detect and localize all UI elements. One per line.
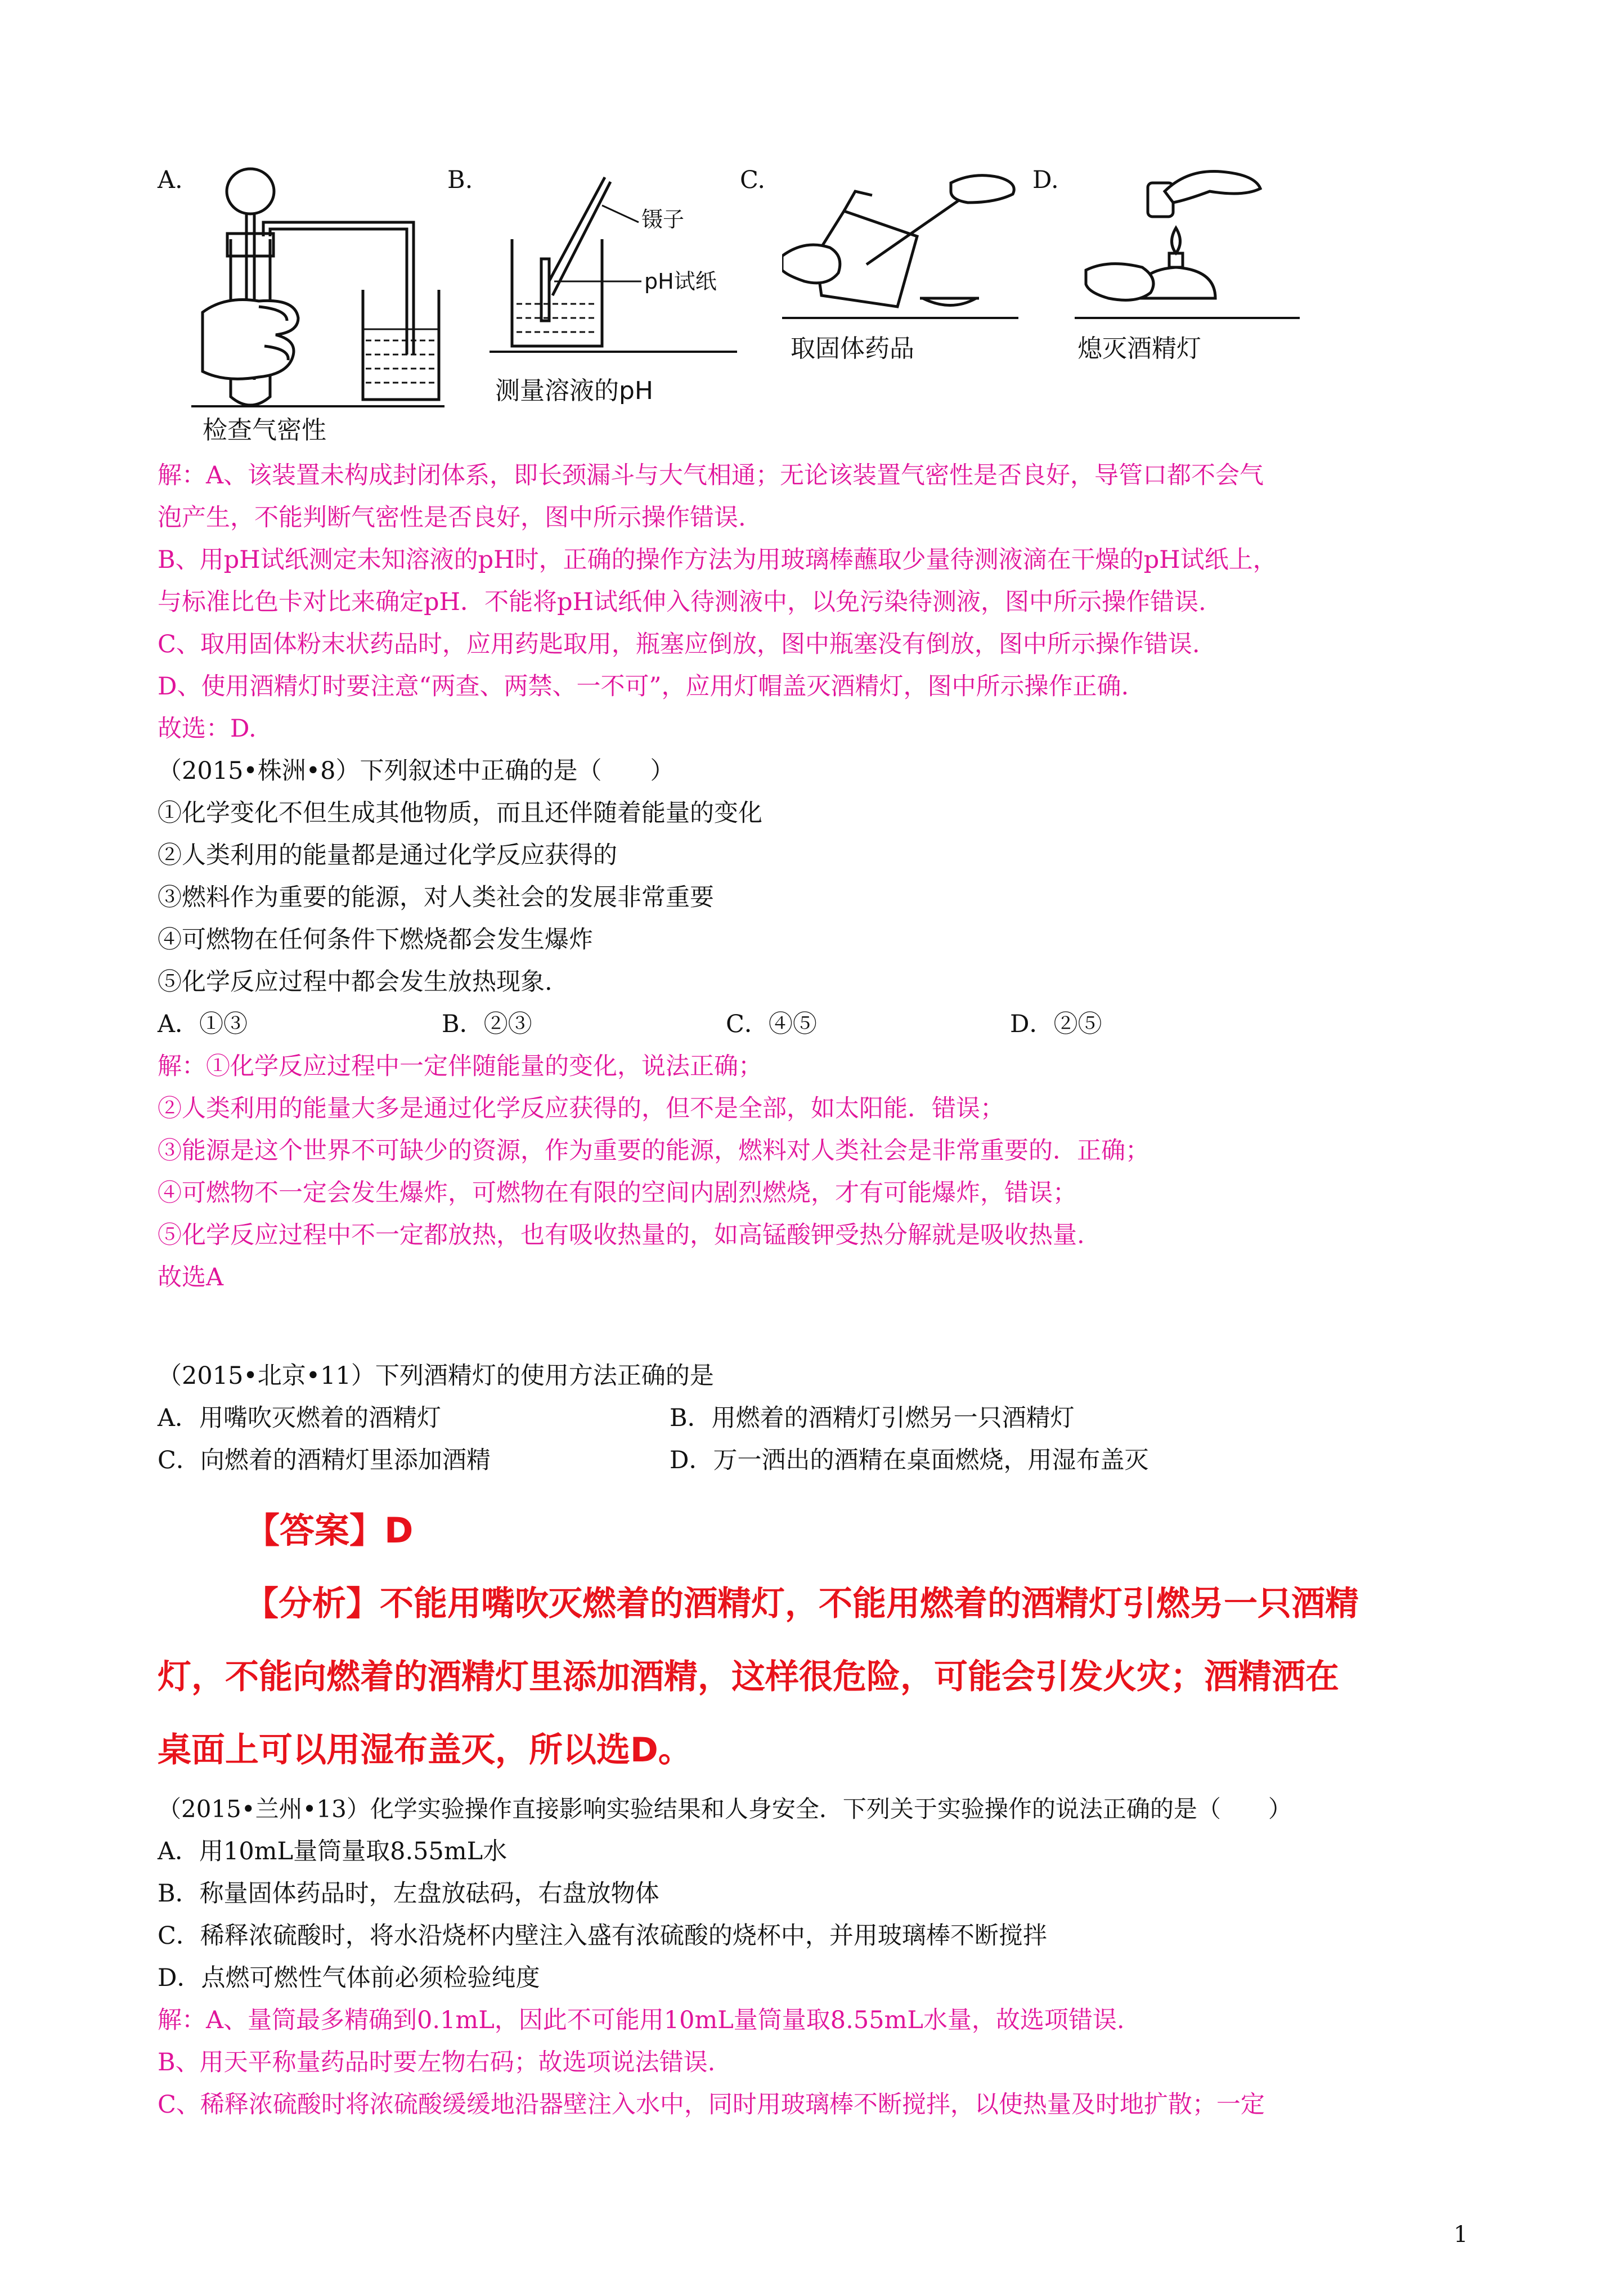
figure-b-caption: 测量溶液的pH — [495, 376, 654, 405]
q4-option-c: C．稀释浓硫酸时，将水沿烧杯内壁注入盛有浓硫酸的烧杯中，并用玻璃棒不断搅拌 — [158, 1922, 1047, 1950]
figure-d-letter: D. — [1032, 166, 1059, 194]
page-number: 1 — [1453, 2222, 1468, 2248]
q1-solution-line-7: 故选：D. — [158, 715, 257, 743]
figure-c-solid-reagent — [782, 160, 1018, 324]
figure-d-alcohol-lamp — [1075, 158, 1300, 324]
figure-b-letter: B. — [447, 166, 473, 194]
q4-option-b: B．称量固体药品时，左盘放砝码，右盘放物体 — [158, 1880, 659, 1908]
q4-stem: （2015•兰州•13）化学实验操作直接影响实验结果和人身安全．下列关于实验操作的说法正确的是（ ） — [158, 1795, 1292, 1823]
q3-analysis-line-2: 灯，不能向燃着的酒精灯里添加酒精，这样很危险，可能会引发火灾；酒精洒在 — [158, 1657, 1339, 1697]
figure-b-label-ph-paper: pH试纸 — [644, 269, 717, 294]
figure-b-ph-test — [490, 160, 737, 357]
figure-b-label-tweezers: 镊子 — [641, 207, 685, 232]
q2-solution-line-4: ④可燃物不一定会发生爆炸，可燃物在有限的空间内剧烈燃烧，才有可能爆炸，错误； — [158, 1179, 1077, 1207]
q1-solution-line-4: 与标准比色卡对比来确定pH．不能将pH试纸伸入待测液中，以免污染待测液，图中所示操作错误. — [158, 588, 1206, 616]
q3-option-b: B．用燃着的酒精灯引燃另一只酒精灯 — [670, 1404, 1075, 1432]
q2-option-c: C．④⑤ — [726, 1010, 817, 1038]
figure-d-caption: 熄灭酒精灯 — [1077, 334, 1201, 363]
q2-item-4: ④可燃物在任何条件下燃烧都会发生爆炸 — [158, 926, 593, 954]
q2-solution-line-2: ②人类利用的能量大多是通过化学反应获得的，但不是全部，如太阳能．错误； — [158, 1095, 1004, 1123]
q2-item-2: ②人类利用的能量都是通过化学反应获得的 — [158, 841, 617, 869]
q3-option-d: D．万一洒出的酒精在桌面燃烧，用湿布盖灭 — [670, 1446, 1149, 1474]
q2-solution-line-5: ⑤化学反应过程中不一定都放热，也有吸收热量的，如高锰酸钾受热分解就是吸收热量. — [158, 1221, 1085, 1249]
q3-analysis-line-3: 桌面上可以用湿布盖灭，所以选D。 — [158, 1730, 692, 1770]
q2-option-d: D．②⑤ — [1010, 1010, 1102, 1038]
q3-stem: （2015•北京•11）下列酒精灯的使用方法正确的是 — [158, 1362, 714, 1390]
q1-solution-line-6: D、使用酒精灯时要注意“两查、两禁、一不可”，应用灯帽盖灭酒精灯，图中所示操作正确. — [158, 672, 1129, 701]
figure-c-caption: 取固体药品 — [791, 334, 914, 363]
q2-option-b: B．②③ — [442, 1010, 532, 1038]
q3-analysis-line-1: 【分析】不能用嘴吹灭燃着的酒精灯，不能用燃着的酒精灯引燃另一只酒精 — [245, 1584, 1359, 1624]
q2-item-5: ⑤化学反应过程中都会发生放热现象. — [158, 968, 553, 996]
figure-a-caption: 检查气密性 — [203, 416, 326, 445]
q2-option-a: A．①③ — [158, 1010, 248, 1038]
q4-option-d: D．点燃可燃性气体前必须检验纯度 — [158, 1964, 540, 1992]
q2-item-1: ①化学变化不但生成其他物质，而且还伴随着能量的变化 — [158, 799, 762, 827]
q4-option-a: A．用10mL量筒量取8.55mL水 — [158, 1837, 508, 1866]
figure-a-letter: A. — [158, 166, 183, 194]
q2-stem: （2015•株洲•8）下列叙述中正确的是（ ） — [158, 757, 675, 785]
q2-solution-line-3: ③能源是这个世界不可缺少的资源，作为重要的能源，燃料对人类社会是非常重要的．正确； — [158, 1137, 1149, 1165]
q2-solution-line-1: 解：①化学反应过程中一定伴随能量的变化，说法正确； — [158, 1052, 762, 1080]
q3-option-a: A．用嘴吹灭燃着的酒精灯 — [158, 1404, 442, 1432]
figure-c-letter: C. — [740, 166, 766, 194]
q4-solution-line-1: 解：A、量筒最多精确到0.1mL，因此不可能用10mL量筒量取8.55mL水量，故选项错误. — [158, 2006, 1125, 2034]
figure-a-airtightness-apparatus — [191, 160, 444, 414]
q2-solution-line-6: 故选A — [158, 1263, 224, 1292]
q1-solution-line-5: C、取用固体粉末状药品时，应用药匙取用，瓶塞应倒放，图中瓶塞没有倒放，图中所示操作错误. — [158, 630, 1200, 658]
q3-answer: 【答案】D — [245, 1510, 414, 1551]
q1-solution-line-1: 解：A、该装置未构成封闭体系，即长颈漏斗与大气相通；无论该装置气密性是否良好，导管口都不会气 — [158, 461, 1264, 490]
q4-solution-line-2: B、用天平称量药品时要左物右码；故选项说法错误. — [158, 2048, 716, 2077]
q4-solution-line-3: C、稀释浓硫酸时将浓硫酸缓缓地沿器壁注入水中，同时用玻璃棒不断搅拌，以使热量及时地扩散；一定 — [158, 2091, 1265, 2119]
q3-option-c: C．向燃着的酒精灯里添加酒精 — [158, 1446, 491, 1474]
q1-solution-line-2: 泡产生，不能判断气密性是否良好，图中所示操作错误. — [158, 504, 746, 532]
q2-item-3: ③燃料作为重要的能源，对人类社会的发展非常重要 — [158, 884, 714, 912]
q1-solution-line-3: B、用pH试纸测定未知溶液的pH时，正确的操作方法为用玻璃棒蘸取少量待测液滴在干燥的pH试纸上， — [158, 546, 1277, 574]
